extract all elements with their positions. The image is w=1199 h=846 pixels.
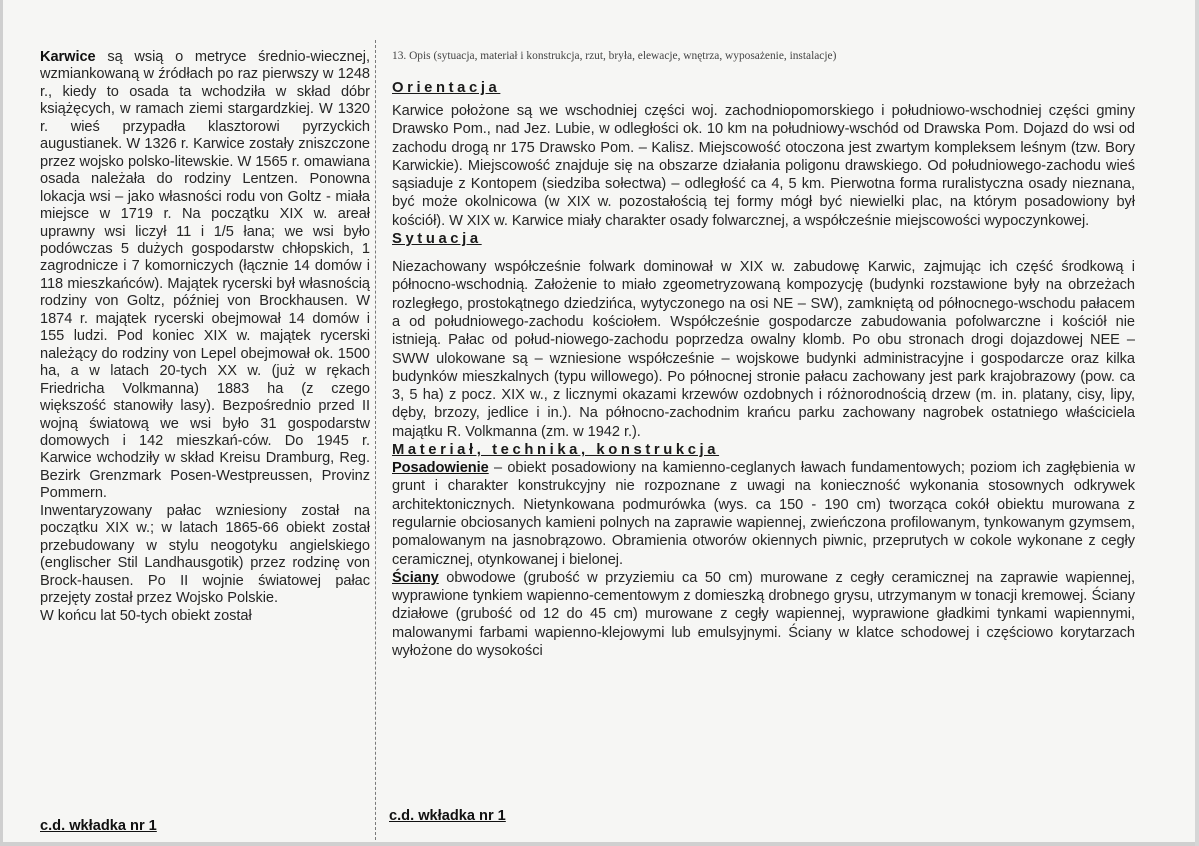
palace-paragraph: Inwentaryzowany pałac wzniesiony został na początku XIX w.; w latach 1865-66 obiekt został przebudowany w stylu neogotyku angielskiego (englischer Stil Landhausgotik) przez rodzinę von Brock-hausen. Po II wojnie światowej pałac przejęty został przez Wojsko Polskie. [40, 502, 370, 607]
material-title: Materiał, technika, konstrukcja [392, 442, 720, 459]
situation-title: Sytuacja [392, 231, 482, 248]
right-continued-link[interactable]: c.d. wkładka nr 1 [389, 808, 506, 824]
section-header: 13. Opis (sytuacja, materiał i konstrukcja, rzut, bryła, elewacje, wnętrza, wyposażenie, instalacje) [392, 50, 837, 62]
foundation-text: – obiekt posadowiony na kamienno-ceglanych ławach fundamentowych; poziom ich zagłębienia w grunt i charakter konstrukcyjny nie rozpoznane z uwagi na konieczność wykonania stosownych odkrywek architektonicznych. Nietynkowana podmurówka (wys. ca 150 - 190 cm) tworząca cokół obiektu murowana z regularnie obciosanych kamieni polnych na zaprawie wapiennej, zwieńczona profilowanym, tynkowanym gzymsem, pomalowanym na jasnobrązowo. Obramienia otworów okiennych piwnic, przeprutych w cokole wykonane z cegły ceramicznej, otynkowanej i bielonej. [392, 460, 1135, 568]
foundation-term: Posadowienie [392, 460, 489, 477]
situation-text: Niezachowany współcześnie folwark dominował w XIX w. zabudowę Karwic, zajmując ich część środkową i północno-wschodnią. Założenie to miało zgeometryzowaną kompozycję (budynki rozstawione były na obrzeżach rozległego, prostokątnego dziedzińca, wytyczonego na osi NE – SW), zamkniętą od północnego-wschodu pałacem a od południowego-zachodu kościołem. Współcześnie gospodarcze zabudowania pofolwarczne i kościół nie istnieją. Pałac od połud-niowego-zachodu poprzedza owalny klomb. Po obu stronach drogi dojazdowej NEE – SWW ulokowane są – wzniesione współcześnie – wojskowe budynki administracyjne i gospodarcze oraz kilka budynków mieszkalnych (typu willowego). Po północnej stronie pałacu zachowany jest park krajobrazowy (pow. ca 3, 5 ha) z pocz. XIX w., z licznymi okazami krzewów ozdobnych i różnorodnością drzew (m. in. platany, cisy, lipy, dęby, brzozy, jedlice i in.). Na północno-zachodnim krańcu parku zachowany nagrobek ostatniego właściciela majątku R. Volkmanna (zm. w 1942 r.). [392, 259, 1135, 440]
history-text: są wsią o metryce średnio-wiecznej, wzmiankowaną w źródłach po raz pierwszy w 1248 r., kiedy to osada ta wchodziła w skład dóbr książęcych, w ramach ziemi stargardzkiej. W 1320 r. wieś przypadła klasztorowi pyrzyckich augustianek. W 1326 r. Karwice zostały zniszczone przez wojsko polsko-litewskie. W 1565 r. omawiana osada należała do rodziny Lentzen. Ponowna lokacja wsi – jako własności rodu von Goltz - miała miejsce w 1719 r. Na początku XIX w. areał uprawny wsi liczył 11 i 1/5 łana; we wsi było podówczas 5 dużych gospodarstw chłopskich, 1 zagrodnicze i 7 komorniczych (łącznie 14 domów i 118 mieszkańców). Majątek rycerski był własnością rodziny von Goltz, później von Brockhausen. W 1874 r. majątek rycerski obejmował 14 domów i 155 ludzi. Pod koniec XIX w. majątek rycerski należący do rodziny von Lepel obejmował ok. 1500 ha, a w latach 20-tych XX w. (już w rękach Friedricha Volkmanna) 1883 ha (z czego większość stanowiły lasy). Bezpośrednio przed II wojną światową we wsi było 31 gospodarstw domowych i 142 mieszkań-ców. Do 1945 r. Karwice wchodziły w skład Kreisu Dramburg, Reg. Bezirk Grenzmark Posen-Westpreussen, Provinz Pommern. [40, 49, 370, 502]
right-column [392, 50, 1135, 660]
left-continued-link[interactable]: c.d. wkładka nr 1 [40, 818, 157, 834]
foundation-paragraph [392, 459, 1135, 569]
walls-term: Ściany [392, 569, 439, 586]
walls-paragraph [392, 569, 1135, 660]
scan-edge [1195, 0, 1199, 846]
column-divider [375, 40, 376, 840]
left-ending-paragraph: W końcu lat 50-tych obiekt został [40, 607, 252, 624]
walls-text: obwodowe (grubość w przyziemiu ca 50 cm) murowane z cegły ceramicznej na zaprawie wapiennej, wyprawione tynkiem wapienno-cementowym z domieszką drobnego grysu, utrzymanym w tonacji kremowej. Ściany działowe (grubość od 12 do 45 cm) murowane z cegły wapiennej, wyprawione gładkimi tynkami wapiennymi, malowanymi farbami wapienno-klejowymi lub emulsyjnymi. Ściany w klatce schodowej i częściowo korytarzach wyłożone do wysokości [392, 569, 1135, 660]
orientation-title: Orientacja [392, 80, 501, 96]
orientation-text: Karwice położone są we wschodniej części woj. zachodniopomorskiego i południowo-wschodniej części gminy Drawsko Pom., nad Jez. Lubie, w odległości ok. 10 km na południowy-wschód od Drawska Pom. Dojazd do wsi od zachodu drogą nr 175 Drawsko Pom. – Kalisz. Miejscowość otoczona jest zwartym kompleksem leśnym (tzw. Bory Karwickie). Miejscowość znajduje się na obszarze działania poligonu drawskiego. Od południowego-zachodu wieś sąsiaduje z Kontopem (siedziba sołectwa) – odległość ca 4, 5 km. Pierwotna forma ruralistyczna osady nieznana, być może okolnicowa (w XIX w. pozostałością tej formy mógł być niewielki plac, na którym posadowiony był kościół). W XIX w. Karwice miały charakter osady folwarcznej, a współcześnie miejscowości wypoczynkowej. [392, 103, 1135, 229]
history-paragraph [40, 49, 370, 503]
village-name: Karwice [40, 49, 96, 65]
left-column [40, 49, 370, 625]
